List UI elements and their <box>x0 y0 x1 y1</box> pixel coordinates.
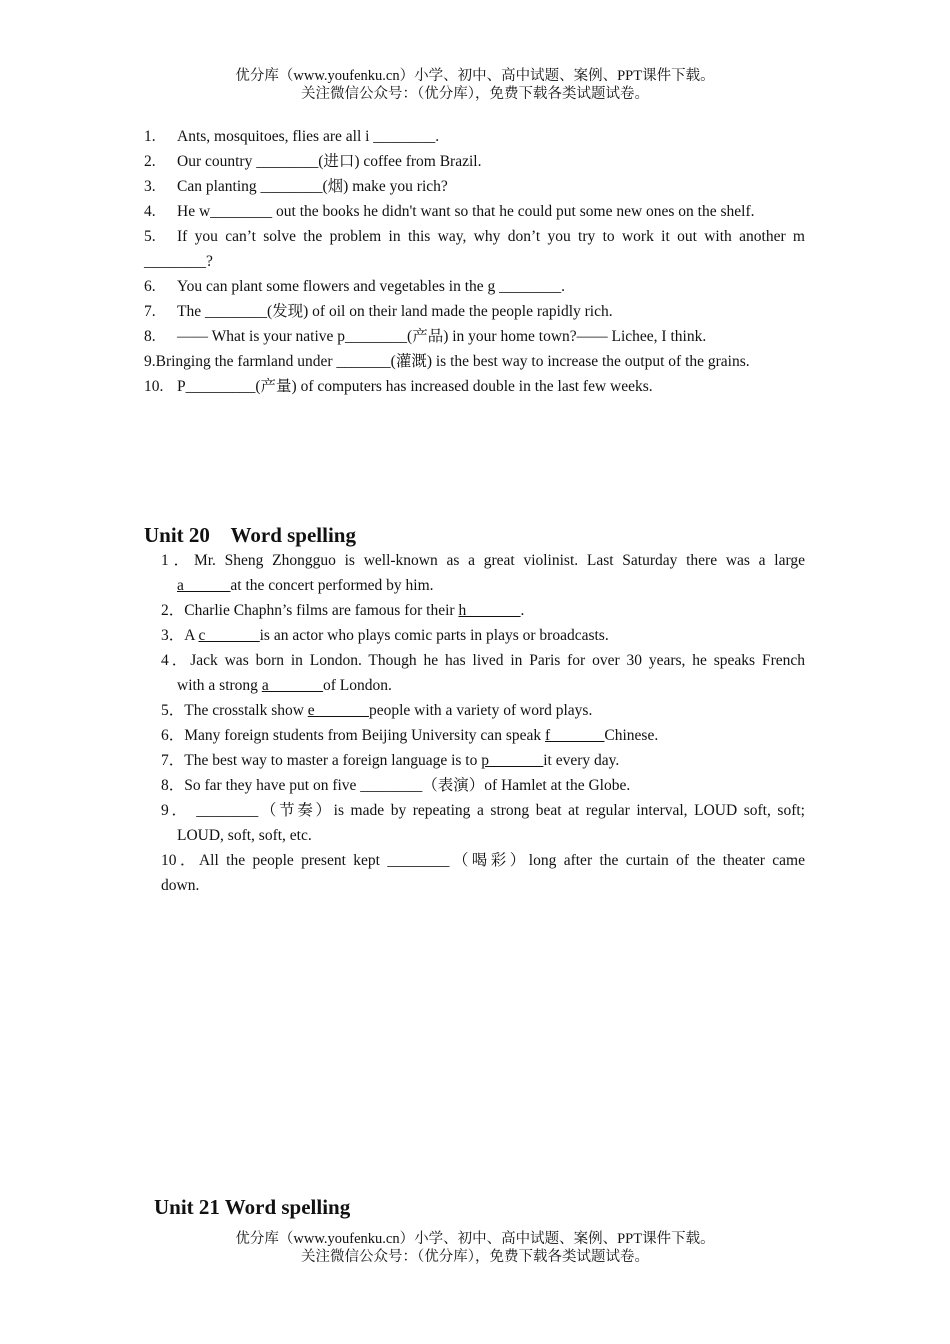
footer-line-2: 关注微信公众号：（优分库），免费下载各类试题试卷。 <box>301 1249 649 1265</box>
unit20-q8: 8．So far they have put on five ________（表演）of Hamlet at the Globe. <box>161 777 631 794</box>
question-1: 1. Ants, mosquitoes, flies are all i ________. <box>144 128 440 145</box>
unit20-q1-line2: a______at the concert performed by him. <box>177 577 434 594</box>
question-5: 5. If you can’t solve the problem in this way, why don’t you try to work it out with another m <box>144 228 805 245</box>
question-10: 10. P_________(产量) of computers has increased double in the last few weeks. <box>144 378 653 395</box>
unit20-q4-line1: 4．Jack was born in London. Though he has lived in Paris for over 30 years, he speaks French <box>161 652 805 669</box>
unit20-q1-line1: 1．Mr. Sheng Zhongguo is well-known as a great violinist. Last Saturday there was a large <box>161 552 805 569</box>
unit20-q9-line1: 9． ________（节奏）is made by repeating a strong beat at regular interval, LOUD soft, soft; <box>161 802 805 819</box>
header-line-2: 关注微信公众号：（优分库），免费下载各类试题试卷。 <box>301 86 649 102</box>
page-footer <box>0 1230 950 1266</box>
unit20-q5: 5．The crosstalk show e_______people with a variety of word plays. <box>161 702 593 719</box>
unit20-q4-line2: with a strong a_______of London. <box>177 677 392 694</box>
unit20-q7: 7．The best way to master a foreign language is to p_______it every day. <box>161 752 620 769</box>
unit20-q3: 3．A c_______is an actor who plays comic parts in plays or broadcasts. <box>161 627 609 644</box>
unit20-q9-line2: LOUD, soft, soft, etc. <box>177 827 312 844</box>
unit20-q2: 2．Charlie Chaphn’s films are famous for their h_______. <box>161 602 525 619</box>
unit20-title: Unit 20 Word spelling <box>144 523 356 547</box>
unit20-q10-line2: down. <box>161 877 200 894</box>
unit20-q6: 6．Many foreign students from Beijing University can speak f_______Chinese. <box>161 727 659 744</box>
question-3: 3. Can planting ________(烟) make you rich? <box>144 178 448 195</box>
header-line-1: 优分库（www.youfenku.cn）小学、初中、高中试题、案例、PPT课件下载。 <box>235 68 715 84</box>
unit21-title: Unit 21 Word spelling <box>154 1195 351 1219</box>
footer-line-1: 优分库（www.youfenku.cn）小学、初中、高中试题、案例、PPT课件下载。 <box>235 1231 715 1247</box>
question-7: 7. The ________(发现) of oil on their land made the people rapidly rich. <box>144 303 613 320</box>
question-8: 8. —— What is your native p________(产品) in your home town?—— Lichee, I think. <box>144 328 707 345</box>
question-5-continued: ________? <box>144 253 213 270</box>
question-4: 4. He w________ out the books he didn't want so that he could put some new ones on the shelf. <box>144 203 755 220</box>
unit20-q10-line1: 10．All the people present kept ________（喝彩）long after the curtain of the theater came <box>161 852 805 869</box>
page-header <box>0 67 950 103</box>
question-2: 2. Our country ________(进口) coffee from Brazil. <box>144 153 482 170</box>
question-9: 9.Bringing the farmland under _______(灌溉) is the best way to increase the output of the grains. <box>144 353 750 370</box>
question-6: 6. You can plant some flowers and vegetables in the g ________. <box>144 278 566 295</box>
